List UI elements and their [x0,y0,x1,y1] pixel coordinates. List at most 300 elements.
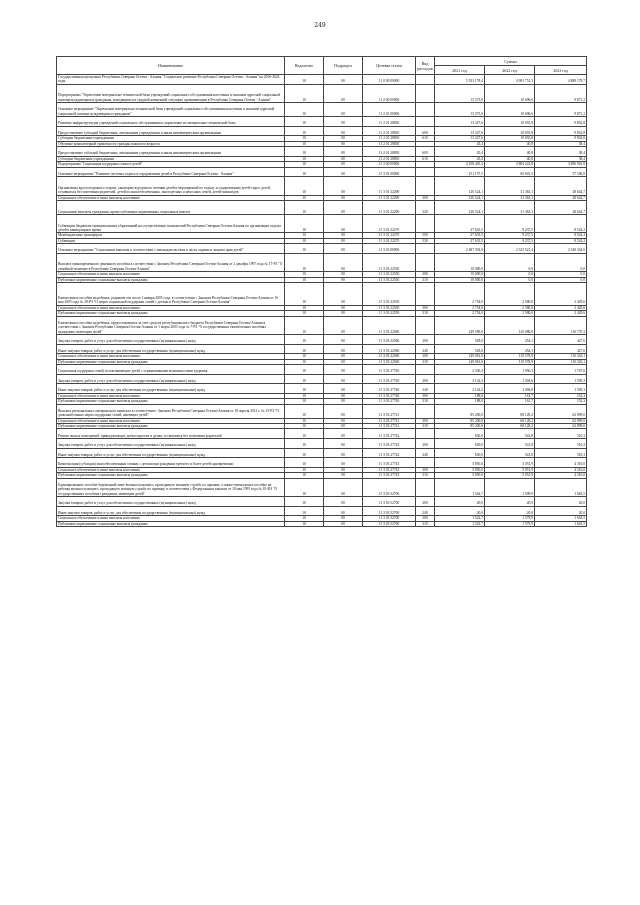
row-target: 11 3 03 22530 [363,272,416,277]
row-section: 00 [324,177,363,195]
row-sum-2021: 650,0 [435,439,485,449]
row-target: 11 3 03 22560 [363,354,416,359]
row-sum-2021: 126 524,1 [435,201,485,215]
row-section: 00 [324,374,363,384]
row-expense-type: 240 [416,506,435,516]
row-expense-type: 300 [416,272,435,277]
row-expense-type: 310 [416,277,435,282]
row-expense-type [416,84,435,102]
row-name: Субвенции [57,238,285,243]
row-target: 11 0 00 00000 [363,75,416,85]
row-sum-2023: 1 747,6 [535,365,587,375]
row-name: Подпрограмма "Укрепление материально-технической базы учреждений социального обслуживания населения и оказание адресной социальной помощи нуждающимся гражданам, находящимся в трудной жизненной ситуации, проживающим в Республике Северная Осетия - Алания" [57,84,285,102]
row-sum-2022: 120 080,0 [485,316,535,334]
row-name: Социальное обеспечение и иные выплаты населению [57,195,285,200]
row-section: 00 [324,126,363,136]
row-sum-2021: 27 633,5 [435,238,485,243]
row-sum-2023: 9 871,2 [535,103,587,117]
row-sum-2022: 20,0 [485,496,535,506]
row-name: Межбюджетные трансферты [57,233,285,238]
row-target: 11 3 01 22270 [363,215,416,233]
row-name: Закупка товаров, работ и услуг для обеспечения государственных (муниципальных) нужд [57,496,285,506]
row-ministry: 10 [285,359,324,364]
row-target: 11 3 01 22270 [363,233,416,238]
row-name: Ремонт жилых помещений, принадлежащих детям-сиротам и детям, оставшимся без попечения родителей [57,429,285,439]
row-sum-2021: 13 373,0 [435,103,485,117]
row-ministry: 10 [285,458,324,468]
row-sum-2023: 110 343,1 [535,354,587,359]
row-sum-2023: 20,0 [535,506,587,516]
row-section: 00 [324,384,363,394]
row-sum-2022: 0,0 [485,272,535,277]
row-ministry: 10 [285,244,324,254]
row-section: 00 [324,335,363,345]
row-sum-2023: 28 642,7 [535,177,587,195]
row-sum-2023: 1 663,5 [535,478,587,496]
row-section: 00 [324,244,363,254]
row-ministry: 10 [285,354,324,359]
row-expense-type: 300 [416,467,435,472]
row-sum-2023: 1 595,3 [535,374,587,384]
row-name: Социальное обеспечение и иные выплаты населению [57,393,285,398]
row-section: 00 [324,233,363,238]
row-target: 11 3 03 22530 [363,277,416,282]
row-ministry: 10 [285,253,324,271]
row-sum-2022: 10 655,8 [485,117,535,127]
row-expense-type: 310 [416,521,435,526]
row-target: 11 3 03 22560 [363,335,416,345]
table-row [57,384,587,394]
row-name: Социальное обеспечение и иные выплаты населению [57,467,285,472]
row-sum-2023: 0,0 [535,277,587,282]
row-sum-2023: 427,6 [535,344,587,354]
row-section: 00 [324,215,363,233]
row-sum-2023: 8 524,2 [535,215,587,233]
table-row [57,316,587,334]
row-target: 11 2 01 28850 [363,147,416,157]
row-sum-2022: 2 580,0 [485,311,535,316]
row-ministry: 10 [285,521,324,526]
row-expense-type: 610 [416,156,435,161]
row-sum-2022: 9 237,5 [485,233,535,238]
row-expense-type [416,244,435,254]
table-row [57,439,587,449]
row-name: Основное мероприятие "Развитие системы отдыха и оздоровления детей в Республике Северная Осетия - Алания" [57,167,285,177]
row-sum-2022: 68 128,2 [485,424,535,429]
row-expense-type [416,103,435,117]
row-ministry: 10 [285,117,324,127]
row-sum-2021: 151 157,5 [435,167,485,177]
row-sum-2021: 188,0 [435,393,485,398]
row-target: 11 3 01 22270 [363,238,416,243]
row-sum-2022: 10 696,6 [485,84,535,102]
row-sum-2022: 541,8 [485,429,535,439]
row-name: Основное мероприятие "Социальные выплаты в соответствии с законодательством в части охраны и защиты прав детей" [57,244,285,254]
table-row [57,448,587,458]
row-ministry: 10 [285,103,324,117]
row-sum-2022: 10 655,8 [485,136,535,141]
row-sum-2022: 10 655,8 [485,126,535,136]
row-target: 11 3 03 27740 [363,399,416,404]
row-section: 00 [324,84,363,102]
row-ministry: 10 [285,418,324,423]
row-target: 11 3 03 00000 [363,244,416,254]
row-target: 11 3 03 52700 [363,516,416,521]
row-ministry: 10 [285,177,324,195]
row-section: 00 [324,478,363,496]
row-section: 00 [324,404,363,418]
table-row [57,521,587,526]
row-name: Иные закупки товаров, работ и услуг для обеспечения государственных (муниципальных) нужд [57,506,285,516]
row-ministry: 10 [285,467,324,472]
row-target: 11 3 03 22560 [363,344,416,354]
row-target: 11 3 03 22530 [363,253,416,271]
row-sum-2021: 149 589,0 [435,316,485,334]
row-sum-2023: 2 429,6 [535,311,587,316]
header-expense-type: Вид расходов [416,57,435,75]
row-section: 00 [324,162,363,167]
row-target: 11 3 03 27743 [363,467,416,472]
row-expense-type [416,117,435,127]
row-name: Предоставление субсидий бюджетным, автономным учреждениям и иным некоммерческим организациям [57,126,285,136]
row-sum-2022: 1 579,9 [485,516,535,521]
row-name: Закупка товаров, работ и услуг для обеспечения государственных (муниципальных) нужд [57,439,285,449]
row-name: Ежемесячное пособие на ребенка, предоставляемое за счет средств республиканского бюджета Республики Северная Осетия-Алания в соответствии с Законом Республики Северная Осетия-Алания от 1 марта 2005 года № 7-РЗ "О государственных ежемесячных пособиях гражданам, имеющим детей" [57,316,285,334]
row-sum-2023: 9 832,8 [535,136,587,141]
row-expense-type: 310 [416,311,435,316]
row-ministry: 10 [285,136,324,141]
row-section: 00 [324,103,363,117]
row-expense-type [416,253,435,271]
row-expense-type: 300 [416,195,435,200]
row-section: 00 [324,418,363,423]
row-expense-type [416,283,435,306]
row-sum-2021: 2 754,0 [435,283,485,306]
row-sum-2021: 20,0 [435,506,485,516]
row-sum-2023: 152,3 [535,393,587,398]
row-sum-2022: 5 051,9 [485,473,535,478]
header-year-2021: 2021 год [435,66,485,75]
row-name: Субсидии бюджетным учреждениям [57,136,285,141]
table-row [57,244,587,254]
row-ministry: 10 [285,365,324,375]
row-expense-type: 310 [416,359,435,364]
row-expense-type: 310 [416,399,435,404]
row-name: Социальное обеспечение и иные выплаты населению [57,354,285,359]
row-sum-2022: 0,0 [485,253,535,271]
row-sum-2022: 5 051,9 [485,467,535,472]
row-sum-2022: 161,7 [485,399,535,404]
budget-table [56,56,587,527]
row-ministry: 10 [285,393,324,398]
row-sum-2023: 2 429,6 [535,283,587,306]
row-target: 11 3 03 27740 [363,365,416,375]
row-sum-2022: 119 578,9 [485,354,535,359]
row-sum-2023: 4 316,0 [535,473,587,478]
row-target: 11 3 03 27743 [363,458,416,468]
row-section: 00 [324,506,363,516]
row-sum-2022: 40,8 [485,141,535,146]
row-sum-2022: 31 363,1 [485,195,535,200]
row-sum-2021: 5 850,0 [435,467,485,472]
header-section: Подраздел [324,57,363,75]
row-sum-2021: 188,0 [435,399,485,404]
row-section: 00 [324,458,363,468]
row-sum-2021: 2 487 392,0 [435,244,485,254]
row-expense-type: 200 [416,496,435,506]
row-sum-2022: 68 128,2 [485,418,535,423]
row-name: Развитие инфраструктуры учреждений социального обслуживания и укрепление их материально-технической базы [57,117,285,127]
row-section: 00 [324,473,363,478]
row-expense-type [416,365,435,375]
row-target: 11 2 01 28850 [363,156,416,161]
row-ministry: 10 [285,162,324,167]
table-row [57,478,587,496]
header-name: Наименование [57,57,285,75]
row-ministry: 10 [285,429,324,439]
row-sum-2022: 3 884 222,8 [485,162,535,167]
row-sum-2021: 27 633,5 [435,215,485,233]
row-expense-type [416,75,435,85]
row-section: 00 [324,283,363,306]
row-target: 11 2 00 00000 [363,84,416,102]
row-sum-2023: 110 343,1 [535,359,587,364]
row-ministry: 10 [285,272,324,277]
row-expense-type: 320 [416,201,435,215]
row-ministry: 10 [285,344,324,354]
row-ministry: 10 [285,448,324,458]
row-section: 00 [324,359,363,364]
row-section: 00 [324,195,363,200]
row-ministry: 10 [285,478,324,496]
table-body [57,75,587,527]
row-expense-type: 610 [416,136,435,141]
row-section: 00 [324,467,363,472]
row-target: 11 3 03 27742 [363,439,416,449]
row-expense-type: 310 [416,473,435,478]
row-sum-2023: 1 595,3 [535,384,587,394]
row-sum-2022: 10 696,6 [485,103,535,117]
row-expense-type: 600 [416,126,435,136]
row-name: Субвенции бюджетам муниципальных образований на осуществление полномочий Республики Северная Осетия-Алания по организации отдыха детей в каникулярное время [57,215,285,233]
row-section: 00 [324,439,363,449]
row-expense-type: 300 [416,393,435,398]
row-sum-2023: 9 871,2 [535,84,587,102]
row-sum-2023: 1 643,5 [535,516,587,521]
row-sum-2021: 2 142,2 [435,374,485,384]
row-sum-2023: 510,3 [535,439,587,449]
row-sum-2023: 62 899,0 [535,418,587,423]
row-ministry: 10 [285,215,324,233]
row-sum-2023: 38,4 [535,141,587,146]
row-target: 11 2 01 00000 [363,103,416,117]
row-sum-2022: 1 494,6 [485,374,535,384]
table-row [57,365,587,375]
header-target: Целевая статья [363,57,416,75]
row-expense-type [416,429,435,439]
row-sum-2021: 45,4 [435,156,485,161]
row-ministry: 10 [285,84,324,102]
row-expense-type: 300 [416,516,435,521]
row-expense-type: 300 [416,305,435,310]
row-expense-type: 310 [416,424,435,429]
row-name: Публичные нормативные социальные выплаты гражданам [57,521,285,526]
row-sum-2021: 149 061,0 [435,359,485,364]
row-target: 11 2 01 28830 [363,117,416,127]
row-name: Подпрограмма "Социальная поддержка семьи и детей" [57,162,285,167]
row-name: Социальное обеспечение и иные выплаты населению [57,272,285,277]
row-sum-2022: 4 981 751,3 [485,75,535,85]
row-expense-type [416,177,435,195]
row-target: 11 2 01 28830 [363,136,416,141]
row-name: Публичные нормативные социальные выплаты гражданам [57,359,285,364]
row-target: 11 3 01 22290 [363,177,416,195]
table-row [57,496,587,506]
table-row [57,201,587,215]
row-expense-type [416,478,435,496]
row-target: 11 3 03 22550 [363,305,416,310]
row-ministry: 10 [285,156,324,161]
row-ministry: 10 [285,147,324,157]
row-section: 00 [324,429,363,439]
row-target: 11 3 03 27740 [363,374,416,384]
row-section: 00 [324,354,363,359]
row-ministry: 10 [285,283,324,306]
row-ministry: 10 [285,439,324,449]
row-expense-type [416,167,435,177]
row-sum-2023: 62 899,0 [535,424,587,429]
row-ministry: 10 [285,374,324,384]
table-row [57,167,587,177]
row-sum-2022: 60 601,5 [485,167,535,177]
row-expense-type: 240 [416,344,435,354]
row-sum-2023: 4 316,0 [535,467,587,472]
table-row [57,103,587,117]
row-sum-2022: 1 494,6 [485,384,535,394]
header-year-2023: 2023 год [535,66,587,75]
row-sum-2021: 85 200,0 [435,404,485,418]
row-sum-2021: 4 108 445,4 [435,162,485,167]
row-section: 00 [324,399,363,404]
row-name: Социальные выплаты гражданам, кроме публичных нормативных социальных выплат [57,201,285,215]
row-sum-2022: 20,0 [485,506,535,516]
row-sum-2021: 126 524,1 [435,177,485,195]
row-section: 00 [324,75,363,85]
row-sum-2022: 541,8 [485,448,535,458]
row-sum-2023: 2 429,6 [535,305,587,310]
row-sum-2022: 9 237,5 [485,215,535,233]
row-sum-2021: 2 754,0 [435,305,485,310]
row-name: Выплата единовременного денежного пособия в соответствии с Законом Республики Северная Осетия-Алания от 2 декабря 1997 года № 17-РЗ "О семейной политике в Республике Северная Осетия-Алания" [57,253,285,271]
row-name: Публичные нормативные социальные выплаты гражданам [57,473,285,478]
row-section: 00 [324,424,363,429]
row-target: 11 3 03 52700 [363,521,416,526]
row-sum-2023: 8 524,2 [535,233,587,238]
row-sum-2022: 161,7 [485,393,535,398]
row-sum-2021: 10 000,0 [435,277,485,282]
row-expense-type: 530 [416,238,435,243]
row-expense-type: 200 [416,439,435,449]
row-name: Закупка товаров, работ и услуг для обеспечения государственных (муниципальных) нужд [57,374,285,384]
row-expense-type: 300 [416,354,435,359]
row-sum-2022: 31 363,1 [485,177,535,195]
row-target: 11 3 01 22290 [363,201,416,215]
row-ministry: 10 [285,75,324,85]
table-row [57,75,587,85]
header-sums: Суммы [435,57,587,66]
row-section: 00 [324,344,363,354]
row-sum-2023: 4 889 178,7 [535,75,587,85]
table-row [57,117,587,127]
row-section: 00 [324,521,363,526]
row-target: 11 3 03 27742 [363,448,416,458]
row-expense-type: 240 [416,448,435,458]
row-target: 11 2 01 28850 [363,141,416,146]
row-ministry: 10 [285,238,324,243]
table-row [57,84,587,102]
row-name: Выплата регионального материнского капитала в соответствии с Законом Республики Северная Осетия-Алания от 18 апреля 2012 г. № 15-РЗ "О дополнительных мерах поддержки семей, имеющих детей" [57,404,285,418]
row-ministry: 10 [285,126,324,136]
row-sum-2023: 9 832,8 [535,117,587,127]
row-section: 00 [324,316,363,334]
row-ministry: 10 [285,201,324,215]
row-sum-2023: 0,0 [535,272,587,277]
row-sum-2022: 1 599,9 [485,478,535,496]
row-sum-2021: 650,0 [435,429,485,439]
row-sum-2023: 38,4 [535,147,587,157]
row-ministry: 10 [285,335,324,345]
row-sum-2021: 45,4 [435,141,485,146]
row-expense-type: 200 [416,335,435,345]
row-name: Организация круглогодичного отдыха, санаторно-курортного лечения детей и мероприятий по отдыху и оздоровлению детей-сирот, детей, оставшихся без попечения родителей, детей из малообеспеченных, многодетных и неполных семей, детей-инвалидов [57,177,285,195]
row-section: 00 [324,516,363,521]
table-row [57,253,587,271]
row-name: Социальное обеспечение и иные выплаты населению [57,305,285,310]
row-sum-2021: 85 200,0 [435,424,485,429]
row-name: Государственная программа Республики Северная Осетия - Алания "Социальное развитие Республики Северная Осетия - Алания" на 2016-2024 годы [57,75,285,85]
row-sum-2022: 5 051,9 [485,458,535,468]
row-ministry: 10 [285,316,324,334]
row-sum-2021: 5 353 178,4 [435,75,485,85]
row-ministry: 10 [285,311,324,316]
row-ministry: 10 [285,141,324,146]
row-expense-type [416,458,435,468]
row-ministry: 10 [285,404,324,418]
row-ministry: 10 [285,506,324,516]
row-section: 00 [324,167,363,177]
row-sum-2023: 28 642,7 [535,195,587,200]
row-name: Публичные нормативные социальные выплаты гражданам [57,311,285,316]
row-expense-type: 240 [416,384,435,394]
row-sum-2021: 2 330,2 [435,365,485,375]
row-sum-2022: 1 579,9 [485,521,535,526]
row-expense-type [416,316,435,334]
row-sum-2021: 27 633,5 [435,233,485,238]
row-sum-2021: 1 522,7 [435,521,485,526]
row-sum-2022: 541,8 [485,439,535,449]
row-target: 11 3 03 27740 [363,393,416,398]
row-target: 11 3 03 22550 [363,283,416,306]
row-section: 00 [324,277,363,282]
row-name: Иные закупки товаров, работ и услуг для обеспечения государственных (муниципальных) нужд [57,344,285,354]
row-sum-2021: 5 850,0 [435,458,485,468]
row-section: 00 [324,117,363,127]
row-name: Социальное обеспечение и иные выплаты населению [57,418,285,423]
row-name: Единовременное пособие беременной жене военнослужащего, проходящего военную службу по призыву, а также ежемесячное пособие на ребенка военнослужащего, проходящего военную службу по призыву, в соответствии с Федеральным законом от 19 мая 1995 года № 81-ФЗ "О государственных пособиях гражданам, имеющим детей" [57,478,285,496]
row-target: 11 3 03 27741 [363,404,416,418]
row-sum-2023: 2 349 334,6 [535,244,587,254]
table-row [57,374,587,384]
